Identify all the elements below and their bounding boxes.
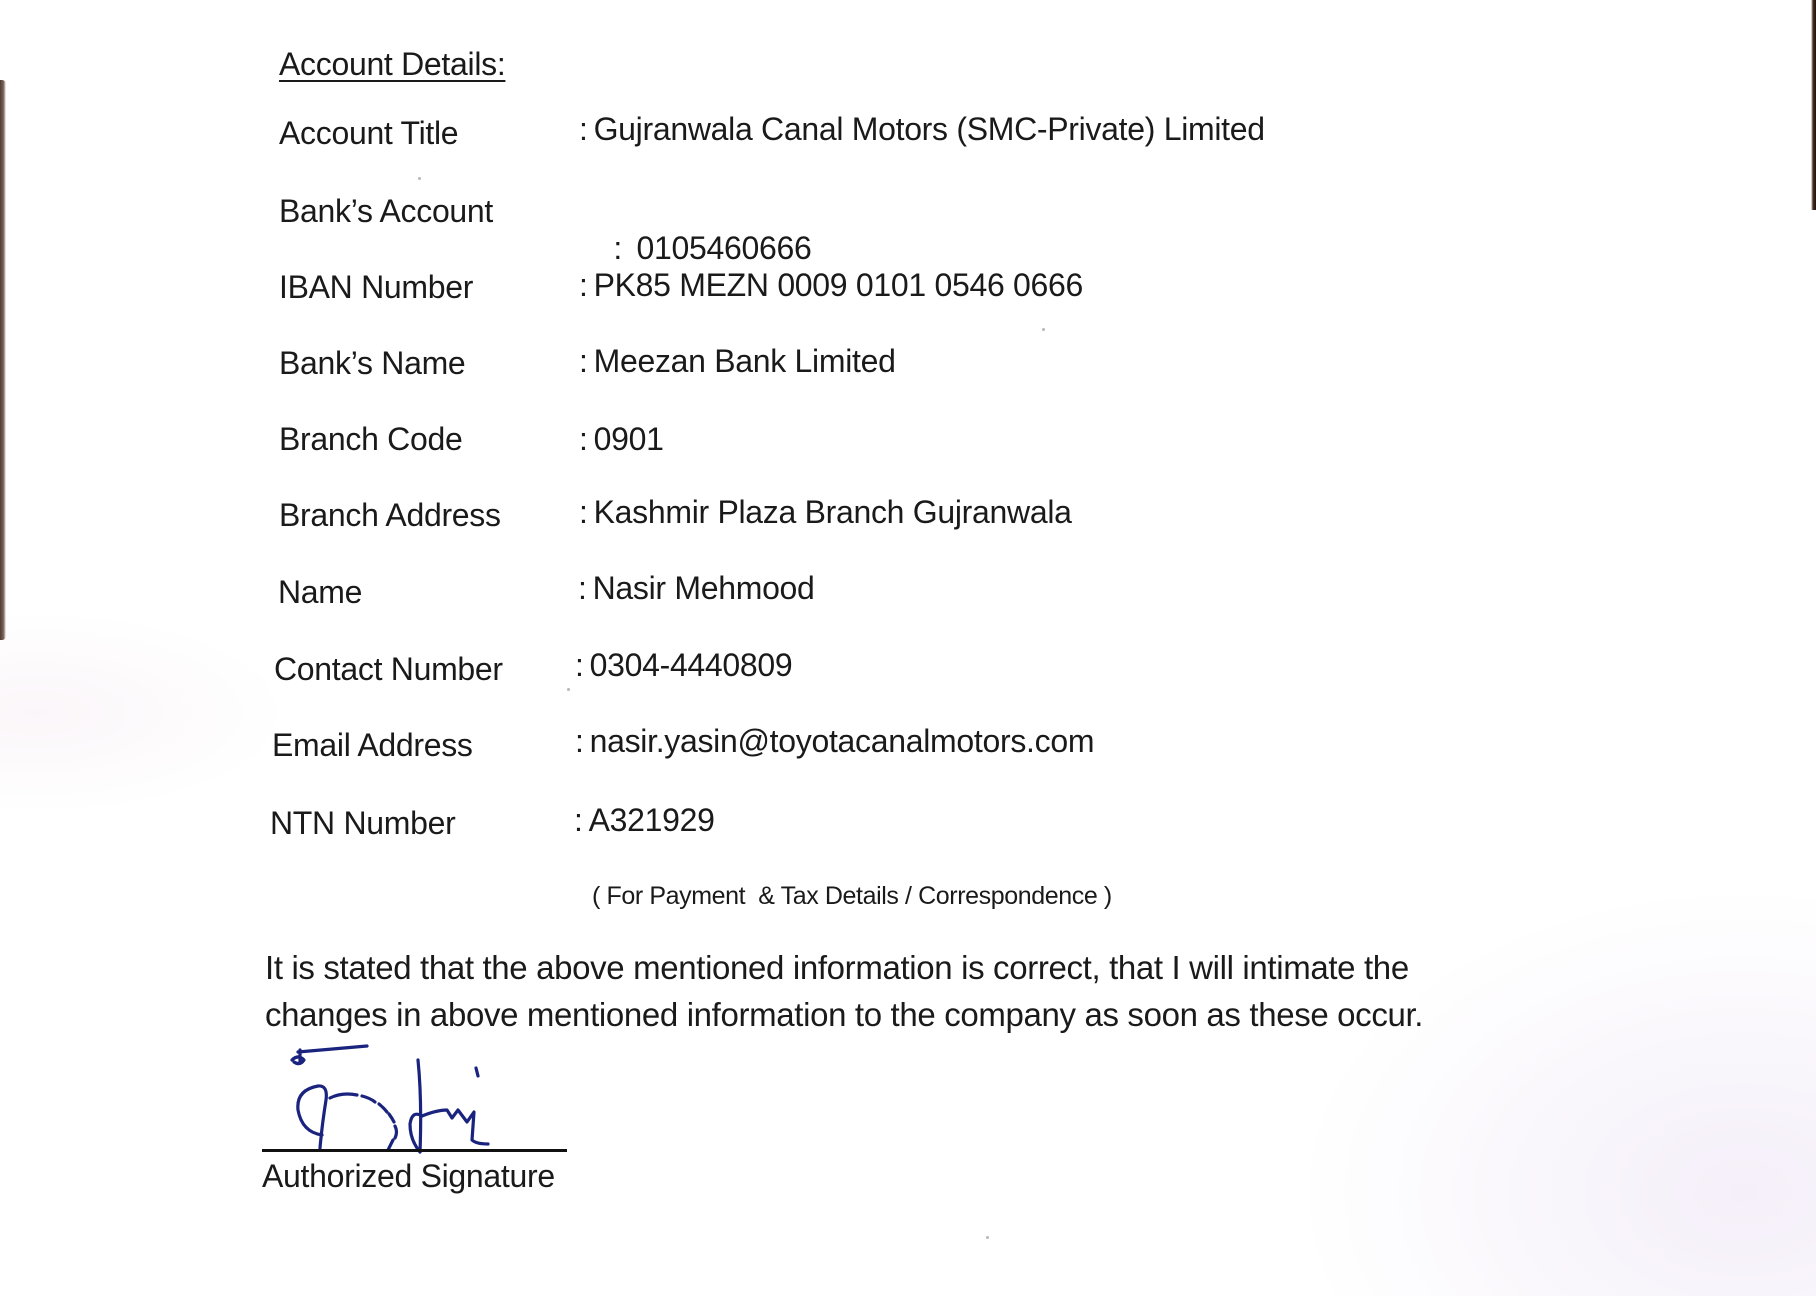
row-colon: :: [574, 802, 583, 838]
row-value-text: nasir.yasin@toyotacanalmotors.com: [589, 723, 1095, 759]
row-value-text: PK85 MEZN 0009 0101 0546 0666: [593, 267, 1084, 303]
detail-row-bank-name: [0, 345, 1500, 389]
row-value: [574, 802, 715, 839]
declaration-line-1: It is stated that the above mentioned information is correct, that I will intimate the: [265, 949, 1409, 986]
declaration-line-2: changes in above mentioned information to the company as soon as these occur.: [265, 996, 1424, 1033]
row-value: [579, 111, 1265, 148]
row-label: Email Address: [272, 727, 473, 763]
row-value: [579, 267, 1083, 304]
row-value-text: Meezan Bank Limited: [593, 343, 896, 379]
row-value-text: 0901: [593, 421, 664, 457]
detail-row-name: [0, 570, 1500, 618]
row-label: NTN Number: [270, 805, 456, 841]
row-label: Account Title: [279, 115, 459, 151]
purpose-note: ( For Payment & Tax Details / Correspondence ): [592, 882, 1112, 910]
row-value: [575, 647, 792, 684]
signature-ink-icon: [262, 1040, 582, 1160]
detail-row-branch-address: [0, 494, 1500, 541]
detail-row-branch-code: [0, 421, 1500, 465]
scan-speck: [1042, 328, 1045, 331]
signature-line: [262, 1149, 567, 1152]
row-value-text: Kashmir Plaza Branch Gujranwala: [593, 494, 1072, 530]
row-label: Branch Code: [279, 421, 463, 457]
row-value-text: 0105460666: [627, 230, 812, 266]
section-heading: Account Details:: [279, 46, 506, 82]
row-value: [579, 494, 1072, 531]
row-value-text: 0304-4440809: [589, 647, 793, 683]
row-label: IBAN Number: [279, 269, 474, 305]
row-label: Bank’s Account: [279, 193, 494, 229]
row-value-text: A321929: [588, 802, 715, 838]
scan-speck: [567, 688, 570, 691]
detail-row-bank-account: [0, 193, 1500, 266]
row-colon: :: [575, 647, 584, 683]
row-colon: :: [579, 343, 588, 379]
row-label: Contact Number: [274, 651, 503, 687]
row-colon: :: [579, 421, 588, 457]
detail-row-account-title: [0, 111, 1500, 159]
signature-caption: Authorized Signature: [262, 1158, 555, 1194]
page-edge-shadow-right: [1811, 0, 1816, 210]
detail-row-contact-number: [0, 647, 1500, 695]
row-label: Bank’s Name: [279, 345, 466, 381]
row-label: Branch Address: [279, 497, 501, 533]
row-value: [575, 723, 1094, 760]
row-value-text: Nasir Mehmood: [592, 570, 815, 606]
scan-speck: [986, 1236, 989, 1239]
row-label: Name: [278, 574, 363, 610]
scan-speck: [418, 177, 421, 180]
detail-row-iban-number: [0, 269, 1500, 313]
row-value-text: Gujranwala Canal Motors (SMC-Private) Limited: [593, 111, 1265, 147]
row-colon: :: [579, 111, 588, 147]
row-colon: :: [578, 570, 587, 606]
row-colon: :: [579, 267, 588, 303]
detail-row-ntn-number: [0, 802, 1500, 849]
row-value: [578, 570, 815, 607]
declaration-paragraph: [265, 944, 1605, 1038]
row-value: [579, 343, 896, 380]
row-colon: :: [579, 494, 588, 530]
row-value: [579, 421, 664, 458]
row-colon: :: [575, 723, 584, 759]
row-colon: :: [613, 230, 622, 266]
handwritten-signature: [262, 1040, 582, 1160]
detail-row-email-address: [0, 723, 1500, 771]
